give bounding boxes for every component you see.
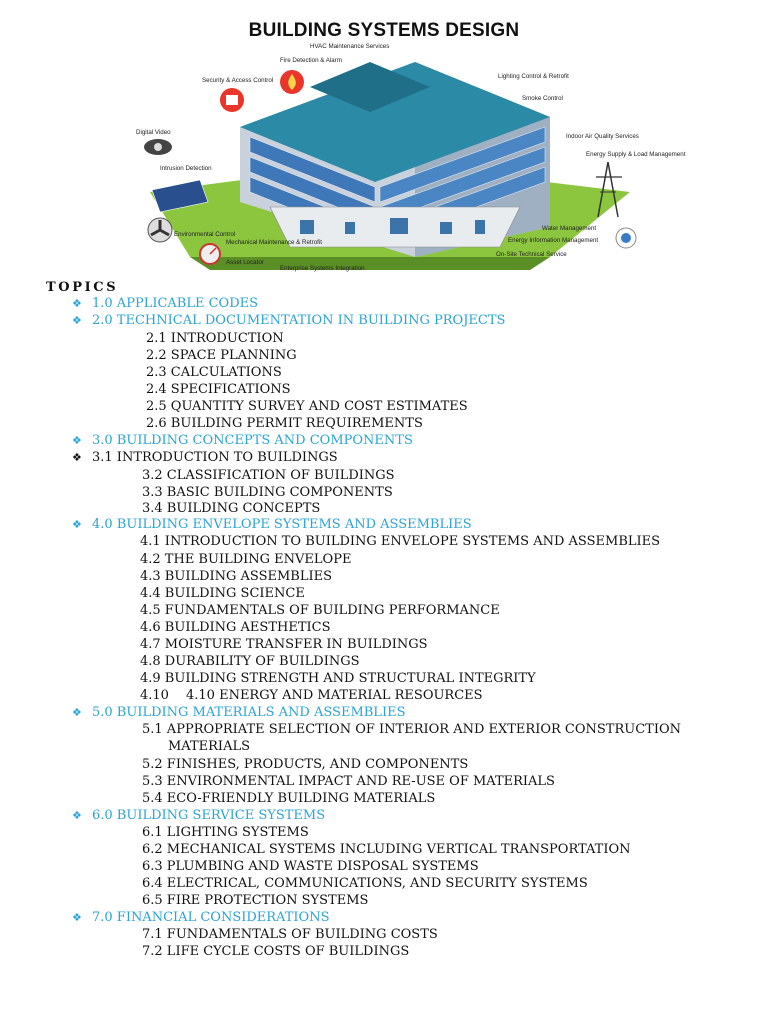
toc-item: 4.10 4.10 ENERGY AND MATERIAL RESOURCES xyxy=(140,688,483,703)
toc-item: 2.5 QUANTITY SURVEY AND COST ESTIMATES xyxy=(146,399,468,414)
label-lighting: Lighting Control & Retrofit xyxy=(498,73,569,80)
diamond-bullet-icon: ❖ xyxy=(72,451,82,464)
toc-item: 5.3 ENVIRONMENTAL IMPACT AND RE-USE OF MATERIALS xyxy=(142,774,555,789)
toc-item: 5.4 ECO-FRIENDLY BUILDING MATERIALS xyxy=(142,791,436,806)
toc-item: 4.1 INTRODUCTION TO BUILDING ENVELOPE SYSTEMS AND ASSEMBLIES xyxy=(140,534,661,549)
toc-section-7: ❖ 7.0 FINANCIAL CONSIDERATIONS xyxy=(72,910,330,925)
label-enterprise: Enterprise Systems Integration xyxy=(280,265,365,272)
building-illustration xyxy=(130,42,686,274)
toc-item: 3.4 BUILDING CONCEPTS xyxy=(142,501,321,516)
water-management-icon xyxy=(616,228,636,248)
toc-item: 2.1 INTRODUCTION xyxy=(146,331,284,346)
label-smoke: Smoke Control xyxy=(522,95,563,102)
toc-section-4: ❖ 4.0 BUILDING ENVELOPE SYSTEMS AND ASSEMBLIES xyxy=(72,517,472,532)
label-onsite: On-Site Technical Service xyxy=(496,251,567,258)
toc-item: 4.3 BUILDING ASSEMBLIES xyxy=(140,569,333,584)
toc-item: 6.3 PLUMBING AND WASTE DISPOSAL SYSTEMS xyxy=(142,859,479,874)
toc-item: 6.1 LIGHTING SYSTEMS xyxy=(142,825,309,840)
label-iaq: Indoor Air Quality Services xyxy=(566,133,639,140)
toc-item: 4.8 DURABILITY OF BUILDINGS xyxy=(140,654,360,669)
toc-section-1: ❖ 1.0 APPLICABLE CODES xyxy=(72,296,259,311)
toc-section-6: ❖ 6.0 BUILDING SERVICE SYSTEMS xyxy=(72,808,326,823)
toc-item: 6.4 ELECTRICAL, COMMUNICATIONS, AND SECURITY SYSTEMS xyxy=(142,876,588,891)
label-water: Water Management xyxy=(542,225,597,232)
page-title: BUILDING SYSTEMS DESIGN xyxy=(248,20,520,41)
toc-item: 5.1 APPROPRIATE SELECTION OF INTERIOR AND EXTERIOR CONSTRUCTION xyxy=(142,722,682,737)
label-fire: Fire Detection & Alarm xyxy=(280,57,342,64)
topics-heading: TOPICS xyxy=(46,280,119,295)
toc-item: 4.5 FUNDAMENTALS OF BUILDING PERFORMANCE xyxy=(140,603,500,618)
toc-item: 6.2 MECHANICAL SYSTEMS INCLUDING VERTICAL TRANSPORTATION xyxy=(142,842,631,857)
toc-section-2: ❖ 2.0 TECHNICAL DOCUMENTATION IN BUILDING PROJECTS xyxy=(72,313,506,328)
security-access-icon xyxy=(220,88,244,112)
label-hvac: HVAC Maintenance Services xyxy=(310,43,390,50)
diamond-bullet-icon: ❖ xyxy=(72,314,82,327)
label-intrusion: Intrusion Detection xyxy=(160,165,212,172)
toc-item: 7.2 LIFE CYCLE COSTS OF BUILDINGS xyxy=(142,944,410,959)
toc-item-bulleted: ❖ 3.1 INTRODUCTION TO BUILDINGS xyxy=(72,450,338,465)
diamond-bullet-icon: ❖ xyxy=(72,518,82,531)
toc-item: 2.6 BUILDING PERMIT REQUIREMENTS xyxy=(146,416,423,431)
toc-item-continuation: MATERIALS xyxy=(168,739,250,754)
toc-section-5: ❖ 5.0 BUILDING MATERIALS AND ASSEMBLIES xyxy=(72,705,406,720)
fire-alarm-icon xyxy=(280,70,304,94)
label-video: Digital Video xyxy=(136,129,171,136)
label-energyinfo: Energy Information Management xyxy=(508,237,599,244)
toc-item: 4.9 BUILDING STRENGTH AND STRUCTURAL INTEGRITY xyxy=(140,671,536,686)
diamond-bullet-icon: ❖ xyxy=(72,706,82,719)
toc-item: 2.4 SPECIFICATIONS xyxy=(146,382,291,397)
label-asset: Asset Locator xyxy=(226,259,264,266)
toc-item: 3.2 CLASSIFICATION OF BUILDINGS xyxy=(142,468,395,483)
digital-video-icon xyxy=(144,139,172,155)
toc-item: 7.1 FUNDAMENTALS OF BUILDING COSTS xyxy=(142,927,438,942)
toc-section-3: ❖ 3.0 BUILDING CONCEPTS AND COMPONENTS xyxy=(72,433,413,448)
toc-item: 2.3 CALCULATIONS xyxy=(146,365,282,380)
toc-item: 5.2 FINISHES, PRODUCTS, AND COMPONENTS xyxy=(142,757,469,772)
toc-item: 6.5 FIRE PROTECTION SYSTEMS xyxy=(142,893,369,908)
diamond-bullet-icon: ❖ xyxy=(72,297,82,310)
label-mechanical: Mechanical Maintenance & Retrofit xyxy=(226,239,322,246)
label-security: Security & Access Control xyxy=(202,77,274,84)
diamond-bullet-icon: ❖ xyxy=(72,911,82,924)
label-environmental: Environmental Control xyxy=(174,231,236,238)
environmental-control-icon xyxy=(148,218,172,242)
toc-item: 4.7 MOISTURE TRANSFER IN BUILDINGS xyxy=(140,637,428,652)
diamond-bullet-icon: ❖ xyxy=(72,434,82,447)
toc-item: 4.2 THE BUILDING ENVELOPE xyxy=(140,552,352,567)
toc-item: 4.4 BUILDING SCIENCE xyxy=(140,586,305,601)
mechanical-gauge-icon xyxy=(200,244,220,264)
toc-item: 4.6 BUILDING AESTHETICS xyxy=(140,620,331,635)
label-energy: Energy Supply & Load Management xyxy=(586,151,686,158)
toc-item: 2.2 SPACE PLANNING xyxy=(146,348,297,363)
diamond-bullet-icon: ❖ xyxy=(72,809,82,822)
toc-item: 3.3 BASIC BUILDING COMPONENTS xyxy=(142,485,393,500)
